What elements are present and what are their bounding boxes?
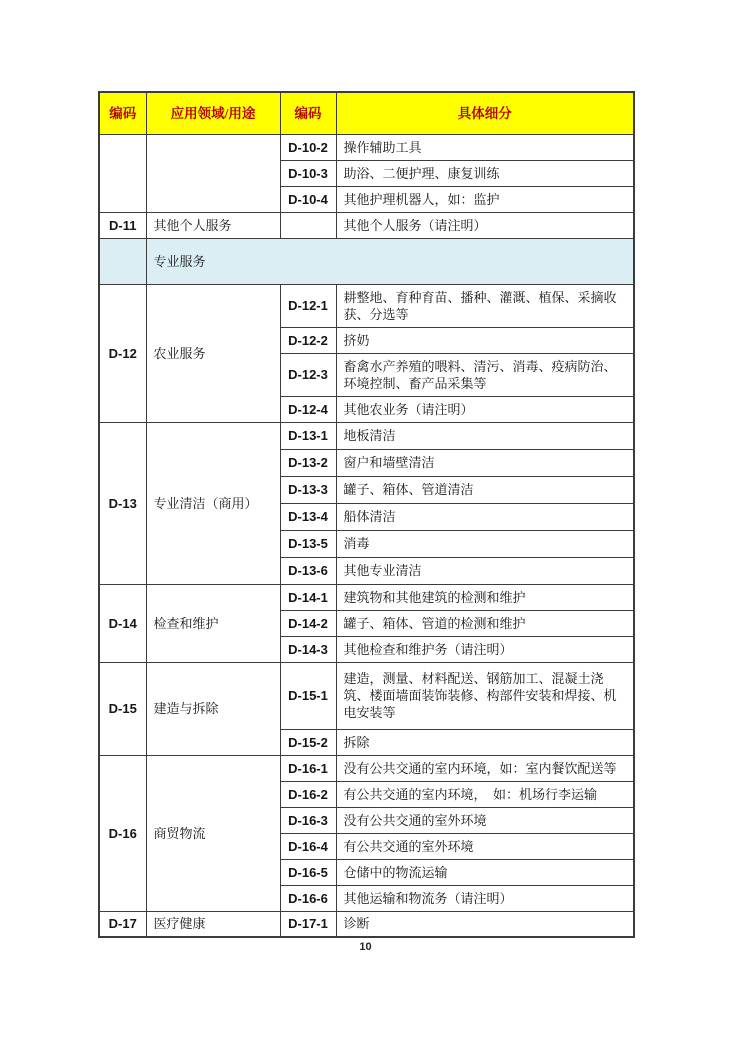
- empty-area-cell: [146, 134, 280, 212]
- detail-cell: 窗户和墙壁清洁: [336, 449, 634, 476]
- subcode-cell: D-14-1: [280, 584, 336, 610]
- detail-cell: 地板清洁: [336, 422, 634, 449]
- subcode-cell: D-10-3: [280, 160, 336, 186]
- detail-cell: 畜禽水产养殖的喂料、清污、消毒、疫病防治、环境控制、畜产品采集等: [336, 353, 634, 396]
- area-cell: 专业清洁（商用）: [146, 422, 280, 584]
- detail-cell: 其他运输和物流务（请注明）: [336, 885, 634, 911]
- subcode-cell: D-16-4: [280, 833, 336, 859]
- subcode-cell: D-12-4: [280, 396, 336, 422]
- header-code-col1: 编码: [99, 92, 146, 134]
- robot-application-classification-table: [98, 91, 635, 938]
- subcode-cell: D-12-1: [280, 284, 336, 327]
- detail-cell: 其他个人服务（请注明）: [336, 212, 634, 238]
- subcode-cell: D-12-2: [280, 327, 336, 353]
- area-cell: 商贸物流: [146, 755, 280, 911]
- code-cell: D-15: [99, 662, 146, 755]
- detail-cell: 其他护理机器人，如：监护: [336, 186, 634, 212]
- subcode-cell: D-16-6: [280, 885, 336, 911]
- table-row: [99, 662, 634, 729]
- area-cell: 农业服务: [146, 284, 280, 422]
- code-cell: D-16: [99, 755, 146, 911]
- subcode-cell: D-10-2: [280, 134, 336, 160]
- code-cell: D-12: [99, 284, 146, 422]
- detail-cell: 其他专业清洁: [336, 557, 634, 584]
- subcode-cell: D-16-1: [280, 755, 336, 781]
- code-cell: D-14: [99, 584, 146, 662]
- subcode-cell: D-12-3: [280, 353, 336, 396]
- subcode-cell: D-15-1: [280, 662, 336, 729]
- subcode-cell: D-13-5: [280, 530, 336, 557]
- empty-code-cell: [99, 238, 146, 284]
- subcode-cell: D-16-5: [280, 859, 336, 885]
- detail-cell: 建筑物和其他建筑的检测和维护: [336, 584, 634, 610]
- table-row: [99, 134, 634, 160]
- detail-cell: 拆除: [336, 729, 634, 755]
- subcode-cell: D-17-1: [280, 911, 336, 937]
- detail-cell: 没有公共交通的室外环境: [336, 807, 634, 833]
- detail-cell: 仓储中的物流运输: [336, 859, 634, 885]
- subcode-cell: D-14-3: [280, 636, 336, 662]
- subcode-cell: D-15-2: [280, 729, 336, 755]
- subcode-cell: D-16-3: [280, 807, 336, 833]
- code-cell: D-13: [99, 422, 146, 584]
- detail-cell: 罐子、箱体、管道清洁: [336, 476, 634, 503]
- detail-cell: 挤奶: [336, 327, 634, 353]
- detail-cell: 其他农业务（请注明）: [336, 396, 634, 422]
- subcode-cell: [280, 212, 336, 238]
- detail-cell: 建造，测量、材料配送、钢筋加工、混凝土浇筑、楼面墙面装饰装修、构部件安装和焊接、机电安装等: [336, 662, 634, 729]
- table-row: [99, 755, 634, 781]
- area-cell: 检查和维护: [146, 584, 280, 662]
- subcode-cell: D-13-1: [280, 422, 336, 449]
- section-label: 专业服务: [146, 238, 634, 284]
- detail-cell: 没有公共交通的室内环境，如：室内餐饮配送等: [336, 755, 634, 781]
- area-cell: 医疗健康: [146, 911, 280, 937]
- subcode-cell: D-13-4: [280, 503, 336, 530]
- detail-cell: 有公共交通的室内环境， 如：机场行李运输: [336, 781, 634, 807]
- table-header-row: [99, 92, 634, 134]
- table-row: [99, 422, 634, 449]
- subcode-cell: D-14-2: [280, 610, 336, 636]
- header-code-col3: 编码: [280, 92, 336, 134]
- detail-cell: 耕整地、育种育苗、播种、灌溉、植保、采摘收获、分选等: [336, 284, 634, 327]
- detail-cell: 操作辅助工具: [336, 134, 634, 160]
- section-header-row: [99, 238, 634, 284]
- subcode-cell: D-13-2: [280, 449, 336, 476]
- header-detail: 具体细分: [336, 92, 634, 134]
- detail-cell: 罐子、箱体、管道的检测和维护: [336, 610, 634, 636]
- subcode-cell: D-16-2: [280, 781, 336, 807]
- detail-cell: 助浴、二便护理、康复训练: [336, 160, 634, 186]
- area-cell: 建造与拆除: [146, 662, 280, 755]
- table-row: [99, 584, 634, 610]
- detail-cell: 有公共交通的室外环境: [336, 833, 634, 859]
- page-number: 10: [359, 941, 372, 953]
- code-cell: D-17: [99, 911, 146, 937]
- subcode-cell: D-10-4: [280, 186, 336, 212]
- table-row: [99, 284, 634, 327]
- detail-cell: 船体清洁: [336, 503, 634, 530]
- table-row: [99, 212, 634, 238]
- header-application-area: 应用领域/用途: [146, 92, 280, 134]
- subcode-cell: D-13-6: [280, 557, 336, 584]
- table-row: [99, 911, 634, 937]
- detail-cell: 诊断: [336, 911, 634, 937]
- code-cell: D-11: [99, 212, 146, 238]
- empty-code-cell: [99, 134, 146, 212]
- area-cell: 其他个人服务: [146, 212, 280, 238]
- detail-cell: 消毒: [336, 530, 634, 557]
- subcode-cell: D-13-3: [280, 476, 336, 503]
- detail-cell: 其他检查和维护务（请注明）: [336, 636, 634, 662]
